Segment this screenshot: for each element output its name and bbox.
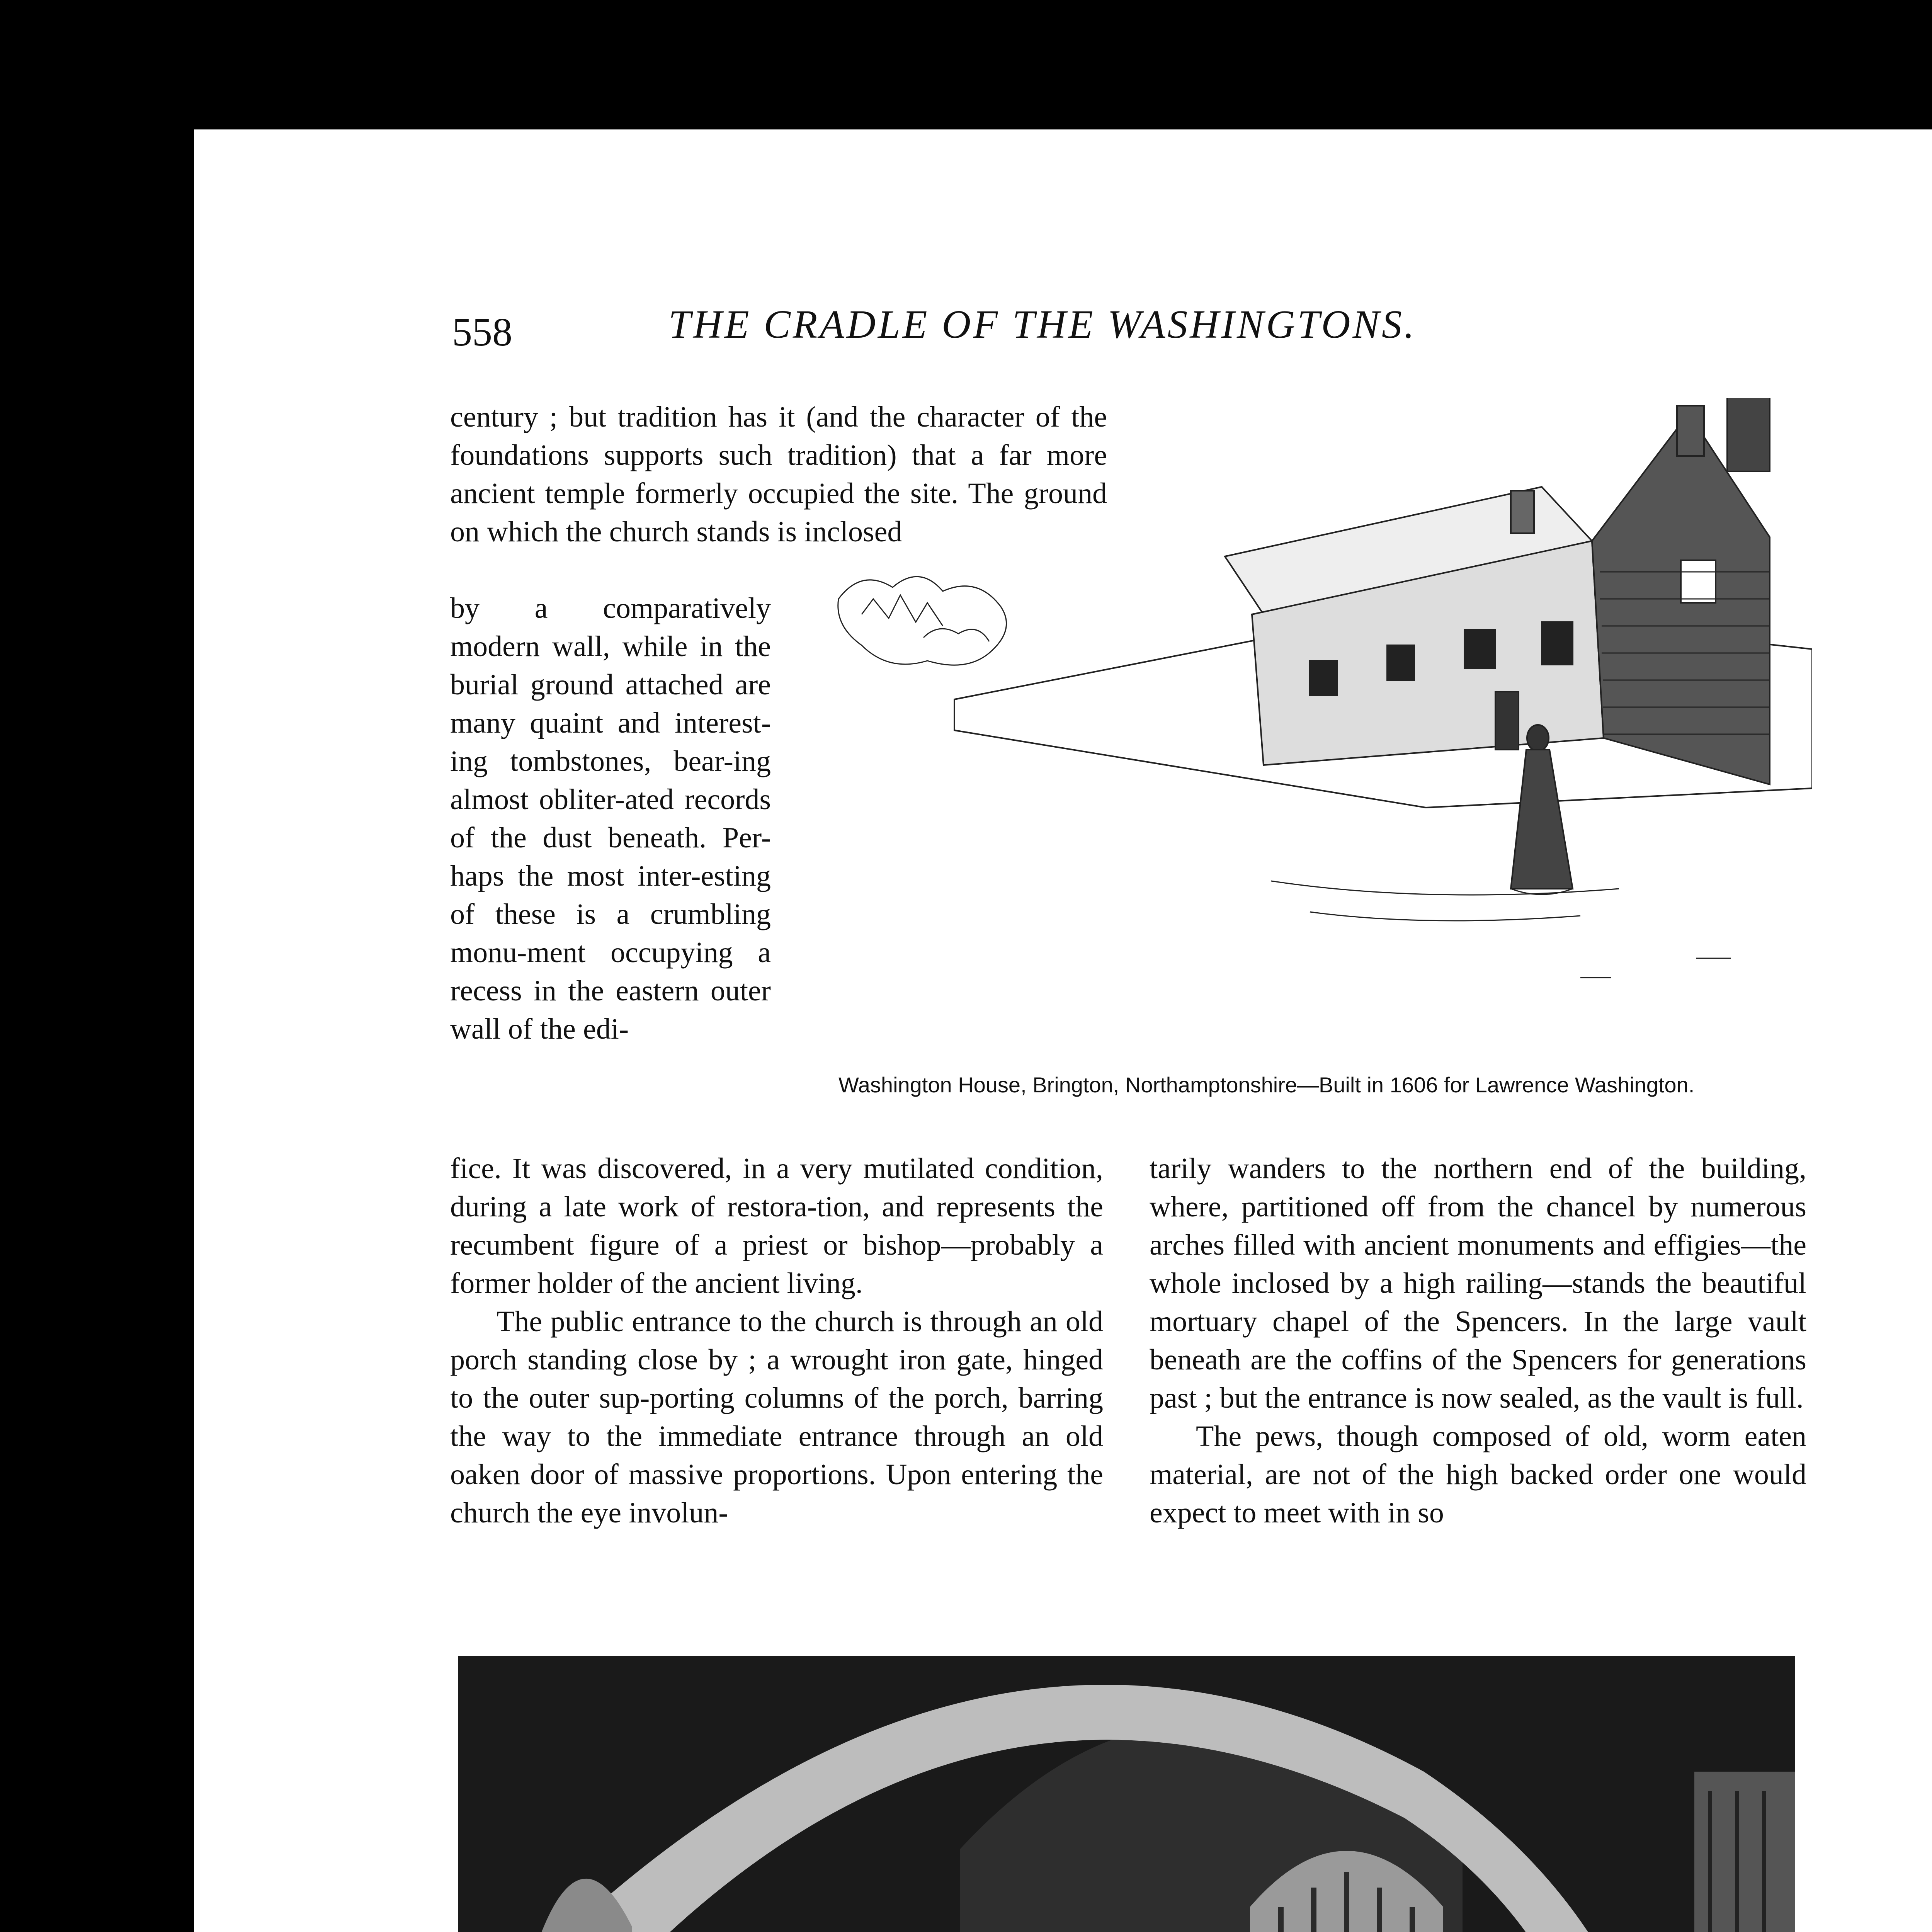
paragraph-narrow-text: by a comparatively modern wall, while in the burial ground attached are many quaint and interest-ing tombstones, bear-ing almost obliter-ated records of the dust beneath. Per-haps the most inter-esting of these is a crumbling monu-ment occupying a recess in the eastern outer wall of the edi- <box>450 592 771 1045</box>
paragraph-narrow-column <box>450 589 771 1048</box>
running-title: THE CRADLE OF THE WASHINGTONS. <box>668 302 1417 347</box>
paragraph-top-text: century ; but tradition has it (and the character of the foundations supports such tradition) that a far more ancient temple formerly occupied the site. The ground on which the church stands is inclosed <box>450 401 1107 548</box>
church-interior-photo <box>458 1656 1795 1932</box>
left-column-bottom <box>450 1150 1103 1532</box>
right-column-bottom <box>1150 1150 1806 1532</box>
page-number: 558 <box>452 310 512 354</box>
paragraph-left-1: fice. It was discovered, in a very mutilated condition, during a late work of restora-tion, and represents the recumbent figure of a priest or bishop—probably a former holder of the ancient living. <box>450 1152 1103 1299</box>
page-header <box>452 301 1611 359</box>
church-interior-drawing <box>458 1656 1795 1932</box>
house-caption: Washington House, Brington, Northamptonshire—Built in 1606 for Lawrence Washington. <box>838 1073 1695 1097</box>
paragraph-right-2: The pews, though composed of old, worm eaten material, are not of the high backed order one would expect to meet with in so <box>1150 1420 1806 1529</box>
paragraph-left-2: The public entrance to the church is through an old porch standing close by ; a wrought iron gate, hinged to the outer sup-porting columns of the porch, barring the way to the immediate entrance through an old oaken door of massive proportions. Upon entering the church the eye involun- <box>450 1305 1103 1529</box>
washington-house-illustration <box>808 398 1812 1016</box>
paragraph-right-1: tarily wanders to the northern end of the building, where, partitioned off from the chancel by numerous arches filled with ancient monuments and effigies—the whole inclosed by a high railing—stands the beautiful mortuary chapel of the Spencers. In the large vault beneath are the coffins of the Spencers for generations past ; but the entrance is now sealed, as the vault is full. <box>1150 1152 1806 1414</box>
